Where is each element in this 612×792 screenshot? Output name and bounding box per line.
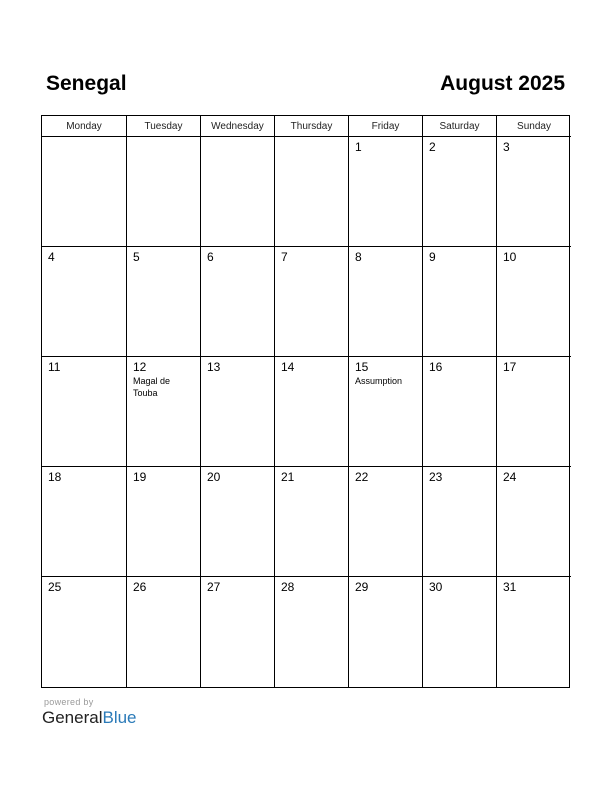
day-cell-11 (42, 357, 127, 467)
day-cell-17 (497, 357, 571, 467)
day-number: 25 (48, 580, 62, 594)
day-number: 4 (48, 250, 55, 264)
day-number: 19 (133, 470, 147, 484)
day-number: 20 (207, 470, 221, 484)
day-number: 1 (355, 140, 362, 154)
day-cell-20 (201, 467, 275, 577)
day-number: 17 (503, 360, 517, 374)
day-number: 10 (503, 250, 517, 264)
day-number: 14 (281, 360, 295, 374)
day-number: 15 (355, 360, 369, 374)
day-cell-2 (423, 137, 497, 247)
weekday-header-thursday: Thursday (275, 116, 349, 137)
day-cell-10 (497, 247, 571, 357)
day-number: 24 (503, 470, 517, 484)
day-number: 12 (133, 360, 147, 374)
empty-day-cell (201, 137, 275, 247)
day-cell-3 (497, 137, 571, 247)
day-number: 26 (133, 580, 147, 594)
day-cell-23 (423, 467, 497, 577)
powered-by-label: powered by (44, 697, 94, 707)
day-cell-8 (349, 247, 423, 357)
day-number: 5 (133, 250, 140, 264)
weekday-header-friday: Friday (349, 116, 423, 137)
day-cell-4 (42, 247, 127, 357)
day-number: 31 (503, 580, 517, 594)
weekday-header-monday: Monday (42, 116, 127, 137)
day-cell-25 (42, 577, 127, 687)
day-cell-22 (349, 467, 423, 577)
day-cell-21 (275, 467, 349, 577)
day-cell-15 (349, 357, 423, 467)
day-cell-16 (423, 357, 497, 467)
day-cell-19 (127, 467, 201, 577)
day-number: 28 (281, 580, 295, 594)
day-number: 2 (429, 140, 436, 154)
weekday-header-tuesday: Tuesday (127, 116, 201, 137)
day-number: 30 (429, 580, 443, 594)
day-cell-5 (127, 247, 201, 357)
weekday-header-wednesday: Wednesday (201, 116, 275, 137)
generalblue-logo[interactable] (42, 708, 137, 728)
day-cell-1 (349, 137, 423, 247)
empty-day-cell (127, 137, 201, 247)
day-cell-31 (497, 577, 571, 687)
day-cell-7 (275, 247, 349, 357)
holiday-label: Magal de Touba (133, 376, 171, 398)
day-number: 29 (355, 580, 369, 594)
day-cell-24 (497, 467, 571, 577)
weekday-header-sunday: Sunday (497, 116, 571, 137)
day-cell-29 (349, 577, 423, 687)
day-cell-27 (201, 577, 275, 687)
day-number: 27 (207, 580, 221, 594)
day-cell-28 (275, 577, 349, 687)
day-number: 9 (429, 250, 436, 264)
empty-day-cell (275, 137, 349, 247)
day-cell-12 (127, 357, 201, 467)
day-cell-30 (423, 577, 497, 687)
day-cell-26 (127, 577, 201, 687)
day-number: 7 (281, 250, 288, 264)
day-cell-14 (275, 357, 349, 467)
day-number: 16 (429, 360, 443, 374)
calendar-grid (41, 115, 570, 688)
day-cell-9 (423, 247, 497, 357)
day-number: 23 (429, 470, 443, 484)
day-number: 18 (48, 470, 62, 484)
day-number: 11 (48, 360, 61, 374)
day-number: 22 (355, 470, 369, 484)
logo-text-general: General (42, 708, 103, 727)
empty-day-cell (42, 137, 127, 247)
holiday-label: Assumption (355, 376, 403, 386)
day-number: 6 (207, 250, 214, 264)
day-number: 8 (355, 250, 362, 264)
calendar-month-title: August 2025 (440, 72, 565, 95)
day-cell-13 (201, 357, 275, 467)
day-number: 3 (503, 140, 510, 154)
day-cell-18 (42, 467, 127, 577)
day-number: 13 (207, 360, 221, 374)
day-number: 21 (281, 470, 295, 484)
weekday-header-saturday: Saturday (423, 116, 497, 137)
logo-text-blue: Blue (102, 708, 137, 727)
day-cell-6 (201, 247, 275, 357)
calendar-country-title: Senegal (46, 72, 127, 95)
